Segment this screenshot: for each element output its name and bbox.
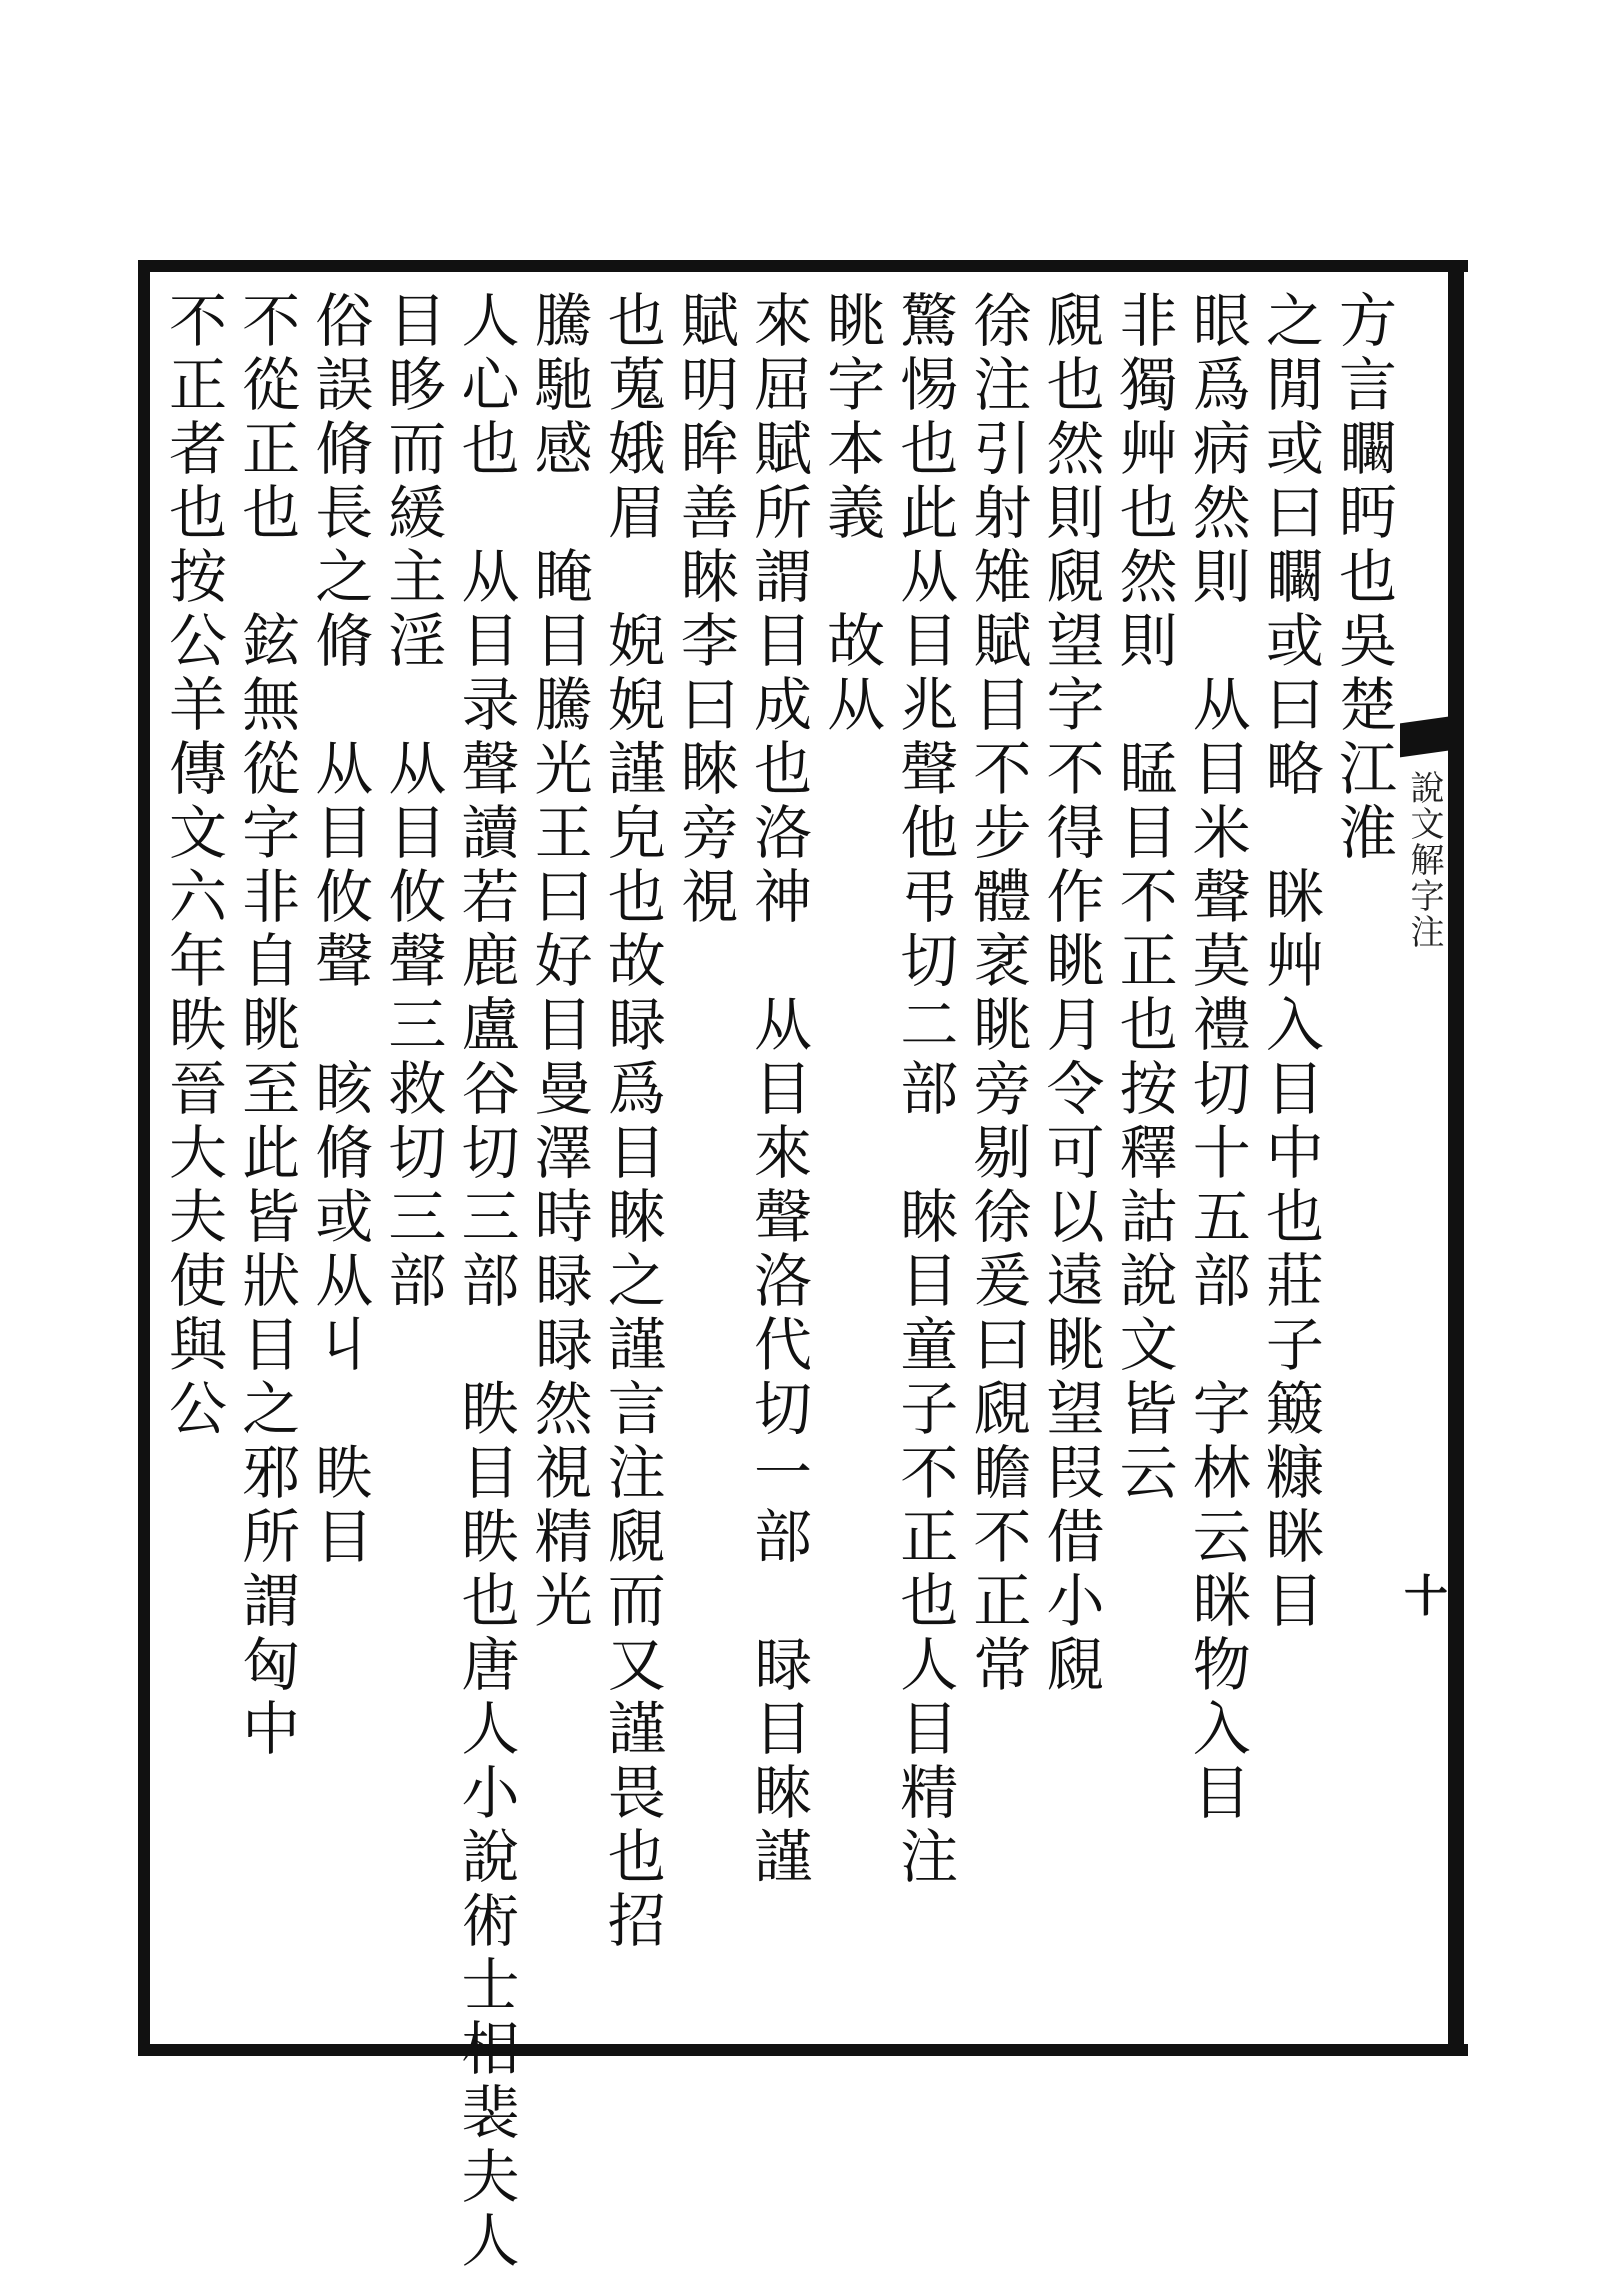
text-column: 也蒐娥眉 婗婗謹皃也故睩爲目睞之謹言注覛而又謹畏也招 — [597, 290, 666, 1954]
fore-edge-label: 說文解字注 — [1404, 770, 1444, 950]
text-column: 來屈賦所謂目成也洛神 从目來聲洛代切一部 睩目睞謹 — [744, 290, 812, 1890]
fish-tail-mark — [1400, 717, 1448, 758]
folio-number: 十 — [1404, 1571, 1448, 1622]
text-column: 目眵而緩主淫 从目攸聲三救切三部 — [378, 290, 447, 1314]
text-column: 非獨艸也然則 䁅目不正也按釋詁說文皆云 — [1109, 290, 1178, 1506]
frame-right-rule — [1448, 260, 1464, 2056]
text-column: 眺字本義 故从 — [817, 290, 886, 738]
text-column: 騰馳感 䁆目騰光王曰好目曼澤時睩睩然視精光 — [524, 290, 593, 1634]
fore-edge-margin — [1400, 300, 1448, 2000]
text-column: 不正者也按公羊傳文六年眣晉大夫使與公 — [159, 290, 227, 1442]
text-columns — [159, 290, 1397, 2274]
text-column: 驚惕也此从目兆聲他弔切二部 睞目童子不正也人目精注 — [890, 290, 959, 1890]
text-column: 人心也 从目录聲讀若鹿盧谷切三部 眣目眣也唐人小說術士相裴夫人 — [451, 290, 520, 2274]
text-column: 不從正也 鉉無從字非自眺至此皆狀目之邪所謂匈中 — [232, 290, 301, 1762]
text-column: 之閒或曰矙或曰略 眯艸入目中也莊子簸糠眯目 — [1255, 290, 1324, 1634]
text-column: 徐注引射雉賦目不步體衺眺旁剔徐爰曰覛瞻不正常 — [963, 290, 1032, 1698]
text-column: 眼爲病然則 从目米聲莫禮切十五部 字林云眯物入目 — [1182, 290, 1251, 1826]
text-column: 方言矙眄也吳楚江淮 — [1329, 290, 1397, 866]
text-column: 俗誤脩長之脩 从目攸聲 䀭脩或从丩 眣目 — [305, 290, 374, 1570]
text-column: 覛也然則覛望字不得作眺月令可以遠眺望叚借小覛 — [1036, 290, 1105, 1698]
text-column: 賦明眸善睞李曰睞旁視 — [670, 290, 739, 930]
